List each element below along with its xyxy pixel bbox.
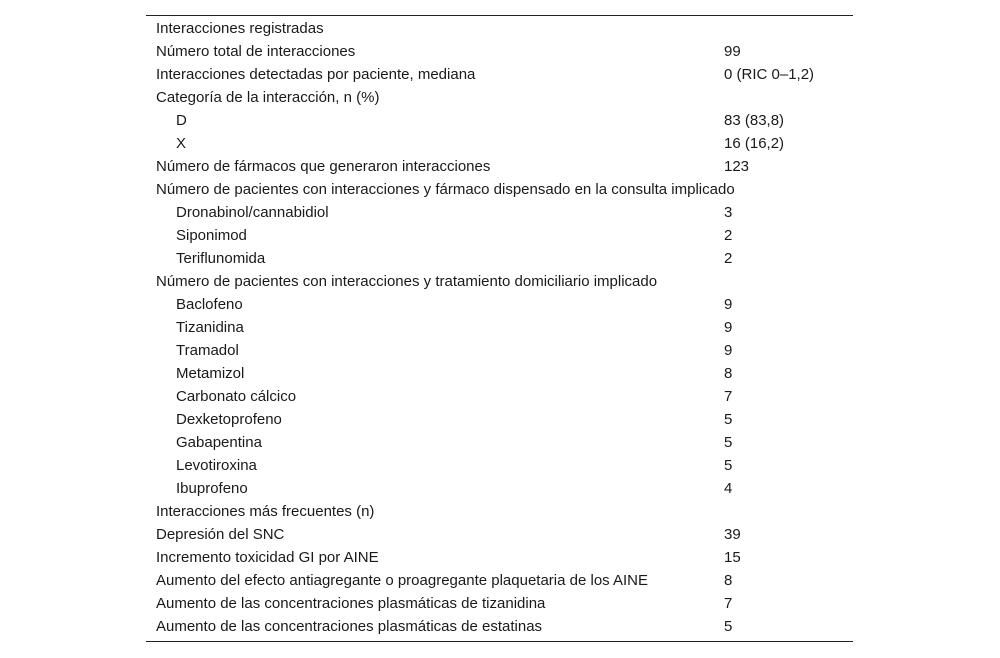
row-value: 39 [724, 526, 741, 543]
row-label: Siponimod [176, 227, 247, 244]
row-value: 4 [724, 480, 733, 497]
interactions-table [146, 15, 853, 642]
row-value: 5 [724, 457, 733, 474]
table-section-header [146, 270, 853, 293]
table-row [146, 385, 853, 408]
row-value: 5 [724, 618, 733, 635]
row-value: 8 [724, 365, 733, 382]
table-section-header [146, 500, 853, 523]
row-label: Incremento toxicidad GI por AINE [156, 549, 379, 566]
row-value: 0 (RIC 0–1,2) [724, 66, 815, 83]
row-label: Número de fármacos que generaron interacciones [156, 158, 491, 175]
table-row [146, 454, 853, 477]
row-value: 9 [724, 342, 733, 359]
row-label: Tramadol [176, 342, 239, 359]
row-value: 9 [724, 319, 733, 336]
table-section-header [146, 178, 853, 201]
row-value: 15 [724, 549, 741, 566]
row-label: Gabapentina [176, 434, 262, 451]
row-value: 83 (83,8) [724, 112, 785, 129]
row-label: Número total de interacciones [156, 43, 356, 60]
row-value: 7 [724, 388, 733, 405]
row-value: 9 [724, 296, 733, 313]
row-label: Interacciones más frecuentes (n) [156, 503, 375, 520]
table-row [146, 132, 853, 155]
table-row [146, 408, 853, 431]
row-label: Levotiroxina [176, 457, 257, 474]
table-row [146, 592, 853, 615]
row-label: Teriflunomida [176, 250, 266, 267]
row-label: Categoría de la interacción, n (%) [156, 89, 380, 106]
table-row [146, 546, 853, 569]
row-label: X [176, 135, 187, 152]
table-row [146, 247, 853, 270]
table-row [146, 477, 853, 500]
row-label: Aumento del efecto antiagregante o proagregante plaquetaria de los AINE [156, 572, 649, 589]
row-label: Interacciones detectadas por paciente, mediana [156, 66, 476, 83]
row-label: Dexketoprofeno [176, 411, 282, 428]
table-row [146, 316, 853, 339]
table-row [146, 523, 853, 546]
table-row [146, 339, 853, 362]
row-label: Aumento de las concentraciones plasmáticas de estatinas [156, 618, 543, 635]
table-row [146, 431, 853, 454]
row-value: 7 [724, 595, 733, 612]
row-value: 5 [724, 434, 733, 451]
row-label: Baclofeno [176, 296, 243, 313]
row-value: 2 [724, 227, 733, 244]
row-value: 3 [724, 204, 733, 221]
row-label: Número de pacientes con interacciones y tratamiento domiciliario implicado [156, 273, 658, 290]
row-label: Aumento de las concentraciones plasmáticas de tizanidina [156, 595, 546, 612]
row-value: 2 [724, 250, 733, 267]
table-row [146, 201, 853, 224]
row-label: Tizanidina [176, 319, 244, 336]
row-label: Interacciones registradas [156, 20, 324, 37]
table-row [146, 40, 853, 63]
table-row [146, 293, 853, 316]
row-label: D [176, 112, 187, 129]
row-value: 16 (16,2) [724, 135, 785, 152]
row-label: Metamizol [176, 365, 245, 382]
table-row [146, 63, 853, 86]
table-row [146, 615, 853, 638]
table-row [146, 569, 853, 592]
table-row [146, 224, 853, 247]
row-label: Depresión del SNC [156, 526, 285, 543]
row-label: Número de pacientes con interacciones y fármaco dispensado en la consulta implicado [156, 181, 735, 198]
table-section-header [146, 86, 853, 109]
row-label: Dronabinol/cannabidiol [176, 204, 329, 221]
row-value: 8 [724, 572, 733, 589]
table-row [146, 362, 853, 385]
row-value: 99 [724, 43, 741, 60]
row-value: 5 [724, 411, 733, 428]
row-label: Carbonato cálcico [176, 388, 297, 405]
row-label: Ibuprofeno [176, 480, 248, 497]
table-row [146, 109, 853, 132]
row-value: 123 [724, 158, 750, 175]
table-row [146, 155, 853, 178]
table-section-header [146, 17, 853, 40]
